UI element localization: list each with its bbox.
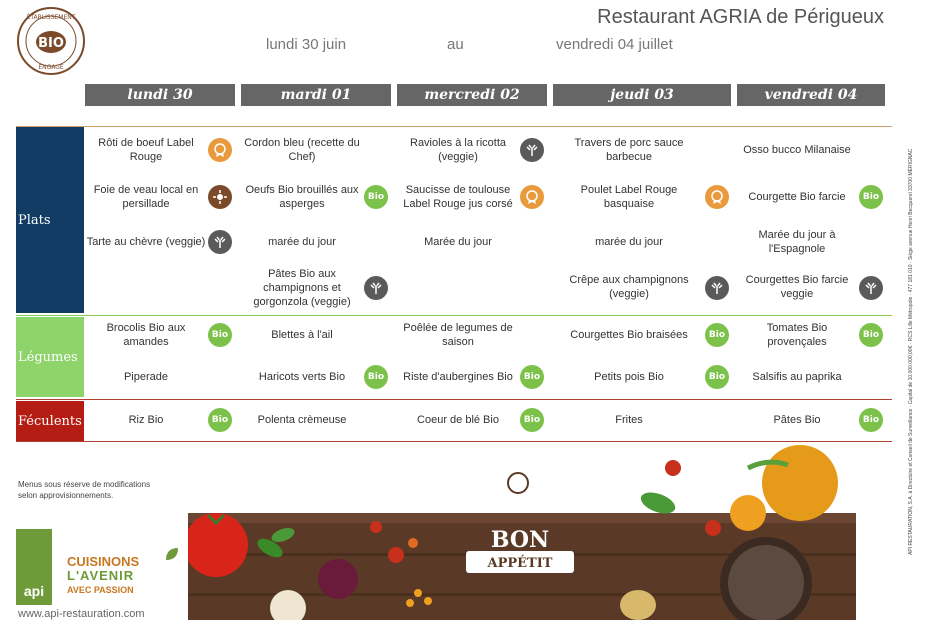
- bio-icon: Bio: [859, 185, 883, 209]
- bio-icon: Bio: [520, 408, 544, 432]
- dish-cell: Courgettes Bio farcie veggie: [745, 274, 849, 300]
- disclaimer-line: selon approvisionnements.: [18, 491, 114, 500]
- slogan-line2: L'AVENIR: [67, 568, 135, 583]
- dish-cell: Marée du jour à l'Espagnole: [758, 229, 836, 255]
- badge-top-text: ÉTABLISSEMENT: [26, 14, 76, 21]
- bio-icon: Bio: [705, 323, 729, 347]
- day-header-jeudi: jeudi 03: [553, 84, 731, 106]
- dish-cell: Brocolis Bio aux amandes: [106, 322, 186, 348]
- bio-icon: Bio: [705, 365, 729, 389]
- dish-cell: marée du jour: [268, 236, 336, 248]
- disclaimer-line: Menus sous réserve de modifications: [18, 480, 151, 489]
- dish-cell: Riz Bio: [128, 414, 164, 426]
- dish-cell: Frites: [615, 414, 643, 426]
- dish-cell: Marée du jour: [424, 236, 492, 248]
- slogan-line3: AVEC PASSION: [67, 585, 134, 595]
- divider-feculents: [16, 399, 892, 400]
- dish-cell: Pâtes Bio: [773, 414, 821, 426]
- dish-cell: Rôti de boeuf Label Rouge: [98, 137, 194, 163]
- bio-icon: Bio: [364, 365, 388, 389]
- dish-cell: Tarte au chèvre (veggie): [86, 236, 206, 248]
- leaf-icon: [164, 546, 180, 562]
- day-header-lundi: lundi 30: [85, 84, 235, 106]
- vegetarian-icon: [859, 276, 883, 300]
- banner-appetit-text: APPÉTIT: [487, 556, 553, 571]
- api-logo: api: [16, 529, 52, 605]
- restaurant-title: Restaurant AGRIA de Périgueux: [597, 6, 884, 28]
- dish-cell: Crêpe aux champignons (veggie): [569, 274, 689, 300]
- date-to: vendredi 04 juillet: [556, 36, 673, 53]
- date-separator: au: [447, 36, 464, 53]
- legal-notice: API RESTAURATION, S.A. à Directoire et Conseil de Surveillance · Capital de 10.000.000,00€ · RCS Lille Métropole · 477 181 010 · Siège avenue Henri Becquerel 33700 MÉRIGNAC: [908, 148, 914, 555]
- category-legumes: Légumes: [16, 317, 84, 397]
- label-rouge-icon: [520, 185, 544, 209]
- dish-cell: Polenta crèmeuse: [257, 414, 347, 426]
- dish-cell: Travers de porc sauce barbecue: [574, 137, 684, 163]
- dish-cell: Cordon bleu (recette du Chef): [244, 137, 360, 163]
- dish-cell: Saucisse de toulouse Label Rouge jus corsé: [403, 184, 513, 210]
- dish-cell: Pâtes Bio aux champignons et gorgonzola (veggie): [253, 268, 351, 308]
- dish-cell: marée du jour: [595, 236, 663, 248]
- dish-cell: Foie de veau local en persillade: [93, 184, 199, 210]
- dish-cell: Osso bucco Milanaise: [743, 144, 851, 156]
- bio-icon: Bio: [859, 323, 883, 347]
- dish-cell: Salsifis au paprika: [752, 371, 842, 383]
- dish-cell: Tomates Bio provençales: [766, 322, 828, 348]
- dish-cell: Oeufs Bio brouillés aux asperges: [245, 184, 359, 210]
- bio-icon: Bio: [520, 365, 544, 389]
- label-rouge-icon: [705, 185, 729, 209]
- dish-cell: Courgettes Bio braisées: [570, 329, 688, 341]
- vegetarian-icon: [705, 276, 729, 300]
- dish-cell: Blettes à l'ail: [271, 329, 333, 341]
- bon-appetit-food-banner: [188, 443, 856, 620]
- day-header-mercredi: mercredi 02: [397, 84, 547, 106]
- bio-icon: Bio: [208, 408, 232, 432]
- divider-bottom: [16, 441, 892, 442]
- vegetarian-icon: [364, 276, 388, 300]
- etablissement-bio-engage-badge: [16, 6, 86, 76]
- bio-icon: Bio: [364, 185, 388, 209]
- dish-cell: Poulet Label Rouge basquaise: [580, 184, 678, 210]
- badge-bio-text: BIO: [38, 36, 64, 51]
- vegetarian-icon: [208, 230, 232, 254]
- divider-top: [16, 126, 892, 127]
- category-plats: Plats: [16, 127, 84, 313]
- divider-legumes: [16, 315, 892, 316]
- bio-icon: Bio: [859, 408, 883, 432]
- dish-cell: Riste d'aubergines Bio: [403, 371, 513, 383]
- slogan: [67, 555, 139, 597]
- day-header-mardi: mardi 01: [241, 84, 391, 106]
- dish-cell: Poêlée de legumes de saison: [403, 322, 513, 348]
- banner-bon-text: BON: [490, 527, 550, 553]
- date-from: lundi 30 juin: [266, 36, 347, 53]
- website-link[interactable]: www.api-restauration.com: [18, 608, 145, 620]
- dish-cell: Petits pois Bio: [594, 371, 664, 383]
- local-product-icon: [208, 185, 232, 209]
- dish-cell: Coeur de blé Bio: [417, 414, 499, 426]
- dish-cell: Ravioles à la ricotta (veggie): [410, 137, 506, 163]
- menu-disclaimer: [18, 479, 150, 501]
- dish-cell: Courgette Bio farcie: [748, 191, 846, 203]
- category-feculents: Féculents: [16, 401, 84, 441]
- slogan-line1: CUISINONS: [67, 554, 140, 569]
- bio-icon: Bio: [208, 323, 232, 347]
- day-header-vendredi: vendredi 04: [737, 84, 885, 106]
- badge-bottom-text: ENGAGÉ: [38, 64, 64, 71]
- dish-cell: Haricots verts Bio: [258, 371, 346, 383]
- dish-cell: Piperade: [123, 371, 169, 383]
- label-rouge-icon: [208, 138, 232, 162]
- vegetarian-icon: [520, 138, 544, 162]
